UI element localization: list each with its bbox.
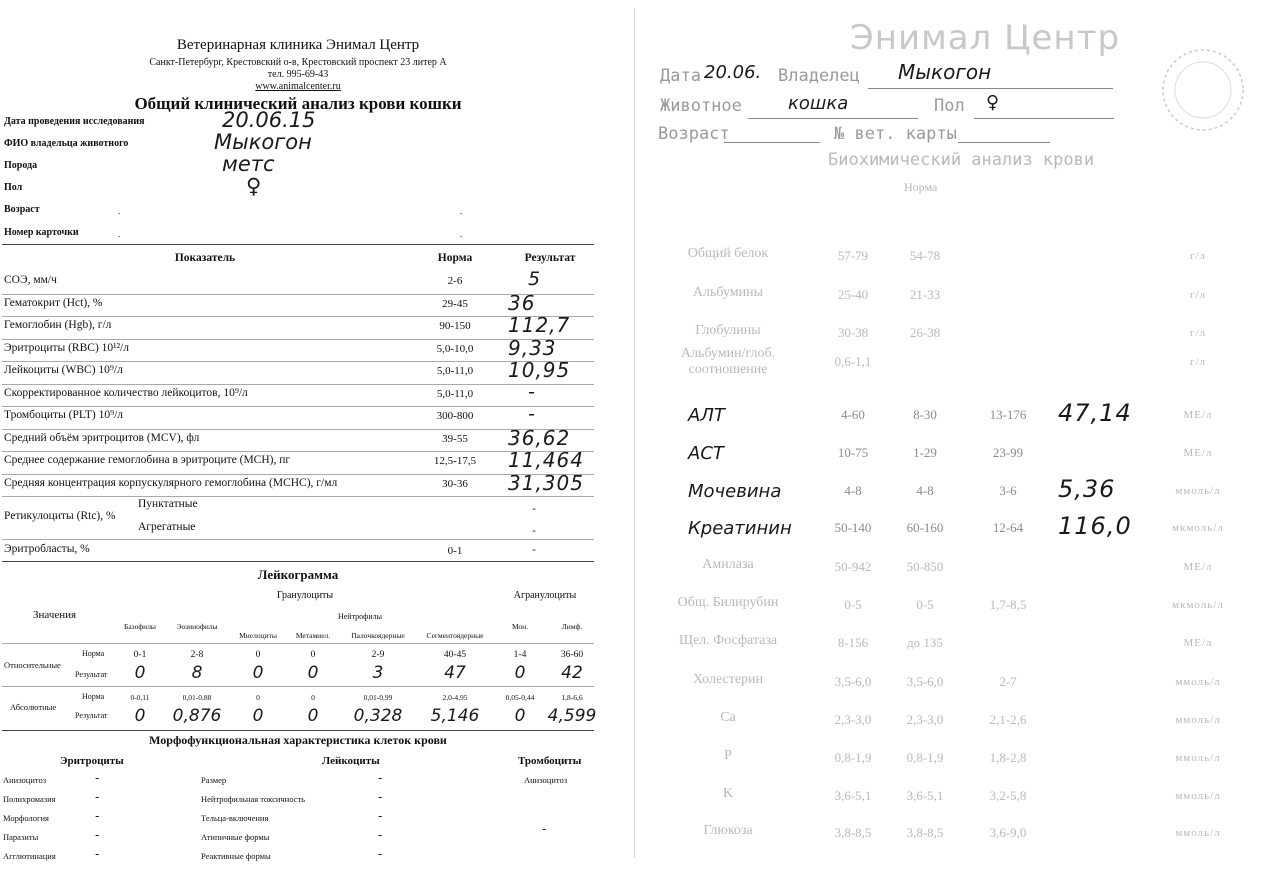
morph-ery-item: Морфология <box>3 813 49 823</box>
leuko-result[interactable]: 0,876 <box>172 706 222 726</box>
animal-label: Животное <box>660 96 742 116</box>
leuko-result[interactable]: 47 <box>444 663 466 683</box>
stamp-icon <box>1158 45 1248 135</box>
biochem-unit: мкмоль/л <box>1172 522 1224 534</box>
leuko-norm: 0 <box>311 693 315 702</box>
row-name: Эритроциты (RBC) 10¹²/л <box>4 341 129 354</box>
field-value[interactable]: ♀ <box>246 174 262 198</box>
biochem-result[interactable]: 47,14 <box>1058 399 1132 427</box>
biochem-norm-2: до 135 <box>907 635 943 650</box>
row-name: Средний объём эритроцитов (MCV), фл <box>4 431 200 444</box>
animal-value: кошка <box>788 93 849 114</box>
row-norm: 5,0-11,0 <box>436 387 474 400</box>
clinical-blood-form <box>0 0 615 872</box>
biochem-norm-2: 8-30 <box>913 407 937 422</box>
leuko-result[interactable]: 0 <box>134 663 146 683</box>
clinic-phone: тел. 995-69-43 <box>267 69 329 80</box>
biochem-name: АЛТ <box>688 405 725 426</box>
retic-label: Ретикулоциты (Rtc), % <box>4 510 116 522</box>
biochem-name: Креатинин <box>688 518 792 539</box>
leuko-norm: 0,05-0,44 <box>505 693 535 702</box>
leuko-norm: 0 <box>256 693 260 702</box>
biochem-norm-1: 25-40 <box>837 287 869 302</box>
row-divider <box>2 429 594 430</box>
biochem-form <box>628 0 1280 872</box>
leuko-col-header: Метамиел. <box>295 631 331 640</box>
field-dot: . <box>460 229 463 239</box>
row-result[interactable]: 11,464 <box>508 448 584 472</box>
row-divider <box>2 496 594 497</box>
biochem-norm-2: 21-33 <box>909 287 941 302</box>
biochem-unit: ммоль/л <box>1175 827 1221 839</box>
row-divider <box>2 384 594 385</box>
leuko-result[interactable]: 0 <box>307 663 319 683</box>
retic-sub2: Агрегатные <box>138 521 196 533</box>
form-title: Общий клинический анализ крови кошки <box>134 94 462 113</box>
biochem-norm-1: 4-60 <box>841 407 865 422</box>
biochem-name: Холестерин <box>692 672 764 687</box>
rel-norm-label: Норма <box>82 649 105 658</box>
biochem-norm-3: 1,7-8,5 <box>989 597 1027 612</box>
age-label: Возраст <box>658 124 730 144</box>
row-result[interactable]: 112,7 <box>508 313 571 337</box>
relative-label: Относительные <box>4 660 61 670</box>
col-indicator: Показатель <box>174 252 236 264</box>
owner-label: Владелец <box>778 66 860 86</box>
biochem-unit: МЕ/л <box>1183 561 1213 573</box>
biochem-norm-3: 13-176 <box>989 407 1027 422</box>
biochem-norm-3: 23-99 <box>992 445 1024 460</box>
erythroblasts-norm: 0-1 <box>447 545 463 557</box>
biochem-norm-2: 50-850 <box>906 559 944 574</box>
leuko-result[interactable]: 0 <box>514 663 526 683</box>
row-norm: 300-800 <box>436 410 474 422</box>
row-norm: 12,5-17,5 <box>433 455 477 467</box>
morph-ery-item: Анизоцитоз <box>3 775 47 785</box>
biochem-norm-2: 4-8 <box>916 483 934 498</box>
leuko-norm: 0,01-0,88 <box>182 693 212 702</box>
biochem-unit: ммоль/л <box>1175 752 1221 764</box>
morph-ery-item: Полихромазия <box>3 794 56 804</box>
biochem-norm-1: 50-140 <box>834 520 872 535</box>
row-result[interactable]: 31,305 <box>508 470 584 495</box>
biochem-norm-3: 1,8-2,8 <box>989 750 1027 765</box>
leuko-norm: 0-1 <box>133 650 147 660</box>
leuko-norm: 40-45 <box>443 650 467 660</box>
leuko-norm: 36-60 <box>560 650 584 660</box>
morph-col-ery: Эритроциты <box>60 755 124 767</box>
field-label: Порода <box>4 160 38 171</box>
field-label: ФИО владельца животного <box>4 138 129 149</box>
biochem-norm-1: 3,8-8,5 <box>834 825 872 840</box>
biochem-norm-1: 3,6-5,1 <box>834 788 872 803</box>
morph-ery-dash: - <box>95 790 100 804</box>
morph-ery-item: Агглютинация <box>3 851 56 861</box>
row-name: Средняя концентрация корпускулярного гемоглобина (MCHC), г/мл <box>4 476 338 489</box>
morph-leu-dash: - <box>378 828 383 842</box>
biochem-name: Амилаза <box>702 557 754 572</box>
leuko-result[interactable]: 0 <box>252 663 264 683</box>
leuko-result[interactable]: 3 <box>372 663 384 683</box>
row-result[interactable]: 5 <box>528 268 542 290</box>
leuko-col-header: Палочкоядерные <box>351 631 405 640</box>
leuko-result[interactable]: 0,328 <box>353 706 403 726</box>
leukogram-title: Лейкограмма <box>257 567 339 582</box>
leuko-result[interactable]: 0 <box>514 706 526 726</box>
clinic-website[interactable]: www.animalcenter.ru <box>255 81 341 92</box>
biochem-norm-2: 0-5 <box>916 597 934 612</box>
leuko-result[interactable]: 0 <box>252 706 264 726</box>
biochem-norm-1: 0-5 <box>844 597 862 612</box>
biochem-name: Альбумины <box>692 285 764 300</box>
neutrophils-header: Нейтрофилы <box>337 612 383 621</box>
leuko-col-header: Эозинофилы <box>176 622 218 631</box>
biochem-name: Общий белок <box>687 246 769 261</box>
biochem-norm-3: 3,6-9,0 <box>989 825 1027 840</box>
granulocytes-header: Гранулоциты <box>276 590 334 601</box>
morph-ery-dash: - <box>95 771 100 785</box>
norm-header: Норма <box>904 180 938 194</box>
leuko-col-header: Миелоциты <box>239 631 277 640</box>
leuko-norm: 0-0,11 <box>130 693 150 702</box>
biochem-norm-1: 0,6-1,1 <box>834 354 872 369</box>
biochem-name: Глюкоза <box>703 823 753 838</box>
leuko-result[interactable]: 0 <box>307 706 319 726</box>
morph-ery-dash: - <box>95 828 100 842</box>
col-result: Результат <box>524 252 576 264</box>
leuko-norm: 0 <box>255 650 261 660</box>
biochem-name: Альбумин/глоб. соотношение <box>680 346 776 377</box>
morph-title: Морфофункциональная характеристика клеток крови <box>149 733 447 747</box>
morph-thr-item: Анизоцитоз <box>524 775 568 785</box>
biochem-name: Мочевина <box>688 481 782 502</box>
biochem-unit: г/л <box>1189 356 1207 368</box>
biochem-name: P <box>724 748 732 763</box>
agranulocytes-header: Агранулоциты <box>513 590 577 601</box>
biochem-unit: ммоль/л <box>1175 790 1221 802</box>
leuko-result[interactable]: 4,599 <box>547 706 597 726</box>
biochem-norm-3: 3-6 <box>999 483 1017 498</box>
retic-result-1: - <box>532 502 536 515</box>
erythroblasts-label: Эритробласты, % <box>4 543 90 555</box>
row-norm: 30-36 <box>442 477 468 490</box>
biochem-norm-2: 3,5-6,0 <box>906 674 944 689</box>
biochem-unit: г/л <box>1189 327 1207 339</box>
center-header: Энимал Центр <box>850 18 1121 58</box>
biochem-norm-3: 12-64 <box>992 520 1024 535</box>
row-name: Гемоглобин (Hgb), г/л <box>4 319 112 331</box>
owner-value: Мыкогон <box>898 60 992 84</box>
row-norm: 2-6 <box>447 275 463 287</box>
biochem-norm-2: 26-38 <box>909 325 941 340</box>
leuko-result[interactable]: 0 <box>134 706 146 726</box>
morph-leu-dash: - <box>378 847 383 861</box>
leuko-result[interactable]: 8 <box>191 663 203 683</box>
biochem-norm-2: 3,8-8,5 <box>906 825 944 840</box>
morph-leu-item: Нейтрофильная токсичность <box>201 794 306 804</box>
field-value[interactable]: 20.06.15 <box>222 108 316 132</box>
field-dot: . <box>460 206 463 216</box>
sex-value: ♀ <box>986 92 1000 113</box>
col-norm: Норма <box>437 252 473 264</box>
field-dot: . <box>118 206 121 216</box>
biochem-norm-2: 60-160 <box>906 520 944 535</box>
biochem-unit: ммоль/л <box>1175 485 1221 497</box>
biochem-norm-3: 2,1-2,6 <box>989 712 1027 727</box>
biochem-name: Ca <box>720 710 736 725</box>
biochem-norm-1: 4-8 <box>844 483 862 498</box>
row-name: Среднее содержание гемоглобина в эритроците (MCH), пг <box>4 454 291 466</box>
row-name: Гематокрит (Hct), % <box>4 296 103 309</box>
date-label: Дата <box>660 66 701 86</box>
field-value[interactable]: Мыкогон <box>214 130 312 154</box>
retic-sub1: Пунктатные <box>138 498 198 510</box>
biochem-unit: мкмоль/л <box>1172 599 1224 611</box>
biochem-unit: ммоль/л <box>1175 676 1221 688</box>
morph-ery-dash: - <box>95 809 100 823</box>
leuko-result[interactable]: 42 <box>561 663 583 683</box>
morph-leu-item: Атипичные формы <box>201 832 270 842</box>
row-divider <box>2 316 594 317</box>
biochem-unit: ммоль/л <box>1175 714 1221 726</box>
biochem-norm-1: 3,5-6,0 <box>834 674 872 689</box>
morph-leu-item: Размер <box>201 775 227 785</box>
biochem-norm-2: 0,8-1,9 <box>906 750 944 765</box>
morph-leu-dash: - <box>378 771 383 785</box>
row-divider <box>2 451 594 452</box>
leuko-norm: 0 <box>310 650 316 660</box>
morph-thr-dash: - <box>542 822 547 836</box>
biochem-norm-3: 3,2-5,8 <box>989 788 1027 803</box>
biochem-norm-1: 10-75 <box>837 445 869 460</box>
leuko-norm: 1,8-6,6 <box>561 693 583 702</box>
morph-leu-item: Реактивные формы <box>201 851 271 861</box>
biochem-norm-2: 2,3-3,0 <box>906 712 944 727</box>
biochem-result[interactable]: 5,36 <box>1058 475 1116 503</box>
clinic-name: Ветеринарная клиника Энимал Центр <box>176 37 420 53</box>
sex-label: Пол <box>934 96 965 116</box>
row-result[interactable]: 36 <box>508 290 536 315</box>
morph-ery-item: Паразиты <box>3 832 39 842</box>
biochem-name: Общ. Билирубин <box>677 595 779 610</box>
abs-norm-label: Норма <box>82 692 105 701</box>
biochem-result[interactable]: 116,0 <box>1058 512 1132 540</box>
row-result[interactable]: 36,62 <box>508 425 571 450</box>
morph-leu-dash: - <box>378 790 383 804</box>
row-result[interactable]: - <box>528 403 536 425</box>
retic-result-2: - <box>532 524 536 537</box>
leuko-norm: 1-4 <box>513 650 527 660</box>
row-norm: 90-150 <box>439 320 471 332</box>
rel-result-label: Результат <box>75 670 108 679</box>
leuko-col-header: Мон. <box>511 622 529 631</box>
row-divider <box>2 406 594 407</box>
biochem-norm-1: 30-38 <box>837 325 869 340</box>
row-name: Скорректированное количество лейкоцитов, 10⁹/л <box>4 386 248 399</box>
biochem-unit: г/л <box>1189 289 1207 301</box>
leuko-norm: 2-8 <box>190 650 204 660</box>
row-divider <box>2 294 594 295</box>
absolute-label: Абсолютные <box>10 702 57 712</box>
row-norm: 5,0-11,0 <box>436 365 474 377</box>
morph-col-leu: Лейкоциты <box>322 755 380 767</box>
row-result[interactable]: 10,95 <box>508 358 571 382</box>
leuko-norm: 2-9 <box>371 650 385 660</box>
leuko-col-header: Лимф. <box>561 622 583 631</box>
biochem-norm-3: 2-7 <box>999 674 1017 689</box>
biochem-name: Глобулины <box>695 323 761 338</box>
card-label: № вет. карты <box>834 124 957 144</box>
biochem-name: АСТ <box>688 443 724 464</box>
morph-leu-dash: - <box>378 809 383 823</box>
morph-leu-item: Тельца-включения <box>201 813 269 823</box>
field-label: Возраст <box>4 204 40 215</box>
leuko-norm: 0,01-0,99 <box>363 693 393 702</box>
biochem-norm-1: 8-156 <box>837 635 869 650</box>
field-label: Дата проведения исследования <box>4 116 145 127</box>
row-norm: 5,0-10,0 <box>436 342 474 355</box>
abs-result-label: Результат <box>75 711 108 720</box>
row-divider <box>2 474 594 475</box>
leuko-col-header: Базофилы <box>124 622 156 631</box>
row-divider <box>2 361 594 362</box>
biochem-norm-2: 1-29 <box>913 445 937 460</box>
biochem-name: K <box>722 786 734 801</box>
clinic-address: Санкт-Петербург, Крестовский о-в, Крестовский проспект 23 литер А <box>149 57 447 68</box>
field-label: Номер карточки <box>4 227 79 238</box>
morph-col-thr: Тромбоциты <box>518 755 582 767</box>
biochem-unit: МЕ/л <box>1183 637 1213 649</box>
row-name: Тромбоциты (PLT) 10⁹/л <box>4 409 124 421</box>
biochem-norm-1: 2,3-3,0 <box>834 712 872 727</box>
date-value: 20.06. <box>704 62 762 83</box>
row-norm: 39-55 <box>442 432 468 445</box>
biochem-norm-2: 3,6-5,1 <box>906 788 944 803</box>
row-divider <box>2 339 594 340</box>
biochem-unit: г/л <box>1189 250 1207 262</box>
field-value[interactable]: метс <box>222 152 275 176</box>
field-dot: . <box>118 229 121 239</box>
leuko-col-header: Сегментоядерные <box>426 631 484 640</box>
leuko-result[interactable]: 5,146 <box>430 706 480 726</box>
erythroblasts-result: - <box>532 543 536 556</box>
values-label: Значения <box>33 609 77 621</box>
row-result[interactable]: - <box>528 380 536 403</box>
biochem-name: Щел. Фосфатаза <box>678 633 778 648</box>
biochem-norm-1: 57-79 <box>837 248 869 263</box>
row-result[interactable]: 9,33 <box>508 335 557 360</box>
biochem-norm-2: 54-78 <box>909 248 941 263</box>
leuko-norm: 2,0-4,95 <box>442 693 468 702</box>
biochem-unit: МЕ/л <box>1183 447 1213 459</box>
row-name: Лейкоциты (WBC) 10⁹/л <box>4 364 123 376</box>
biochem-unit: МЕ/л <box>1183 409 1213 421</box>
biochem-norm-1: 0,8-1,9 <box>834 750 872 765</box>
biochem-norm-1: 50-942 <box>834 559 872 574</box>
field-label: Пол <box>4 182 23 193</box>
morph-ery-dash: - <box>95 847 100 861</box>
biochem-title: Биохимический анализ крови <box>828 150 1095 170</box>
row-name: СОЭ, мм/ч <box>4 274 57 286</box>
row-norm: 29-45 <box>442 297 468 310</box>
